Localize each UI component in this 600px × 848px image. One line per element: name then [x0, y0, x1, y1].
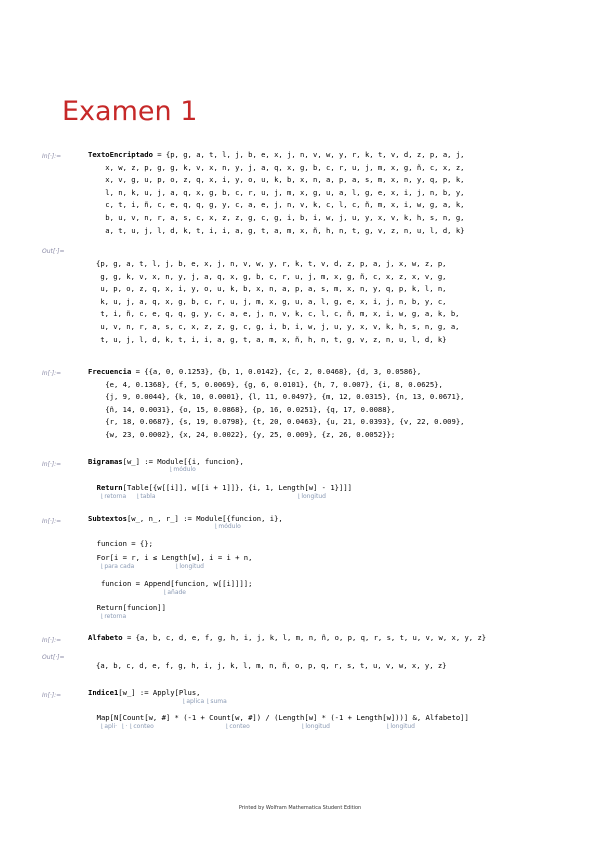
cell-code: = {a, b, c, d, e, f, g, h, i, j, k, l, m, n, ñ, o, p, q, r, s, t, u, v, w, x, y, z} — [122, 633, 487, 642]
input-label: In[·]:= — [42, 692, 62, 699]
symbol-name: Frecuencia — [88, 367, 132, 376]
autocomplete-hint: ⌊ longitud — [302, 723, 330, 730]
cell-code[interactable]: Map[N[Count[w, #] * (-1 + Count[w, #]) / (Length[w] * (-1 + Length[w]))] &, Alfabeto]] — [88, 713, 469, 722]
input-cell-bigramas[interactable] — [88, 456, 538, 469]
symbol-name: TextoEncriptado — [88, 150, 153, 159]
input-cell-texto-encriptado[interactable] — [88, 149, 538, 237]
output-label: Out[·]= — [42, 248, 65, 255]
autocomplete-hint: ⌊ longitud — [298, 493, 326, 500]
cell-code: [Table[{w[[i]], w[[i + 1]]}, {i, 1, Length[w] - 1}]]] — [122, 483, 352, 492]
cell-code: [w_, n_, r_] := Module[{funcion, i}, — [126, 514, 283, 523]
autocomplete-hint: ⌊ aplica — [183, 698, 204, 705]
cell-code[interactable]: funcion = Append[funcion, w[[i]]]]; — [88, 579, 253, 588]
symbol-name: Bigramas — [88, 457, 123, 466]
cell-code: = {p, g, a, t, l, j, b, e, x, j, n, v, w, y, r, k, t, v, d, z, p, a, j, x, w, z, p, g, g, k, v, x, n, y, j, a, q, x, g, b, c, r, u, j, m, x, g, ñ, c, x, z, x, v, g, u, p, o, z, q, x, i, y, o, u, k, b, x, n, a, p, a, s, m, x, n, y, q, p, k, l, n, k, u, j, a, q, x, g, b, c, r, u, j, m, x, g, u, a, l, g, e, x, i, j, n, b, y, c, t, i, ñ, c, e, q, q, g, y, c, a, e, j, n, v, k, c, l, c, ñ, m, x, i, w, g, a, k, b, u, v, n, r, a, s, c, x, z, z, g, c, g, i, b, i, w, j, u, y, x, v, k, h, s, n, g, a, t, u, j, l, d, k, t, i, i, a, g, t, a, m, x, ñ, h, n, t, g, v, z, n, u, l, d, k} — [105, 150, 465, 235]
autocomplete-hint: ⌊ conteo — [130, 723, 154, 730]
cell-code: = {{a, 0, 0.1253}, {b, 1, 0.0142}, {c, 2, 0.0468}, {d, 3, 0.0586}, {e, 4, 0.1368}, {f, 5, 0.0069}, {g, 6, 0.0101}, {h, 7, 0.007}, {i, 8, 0.0625}, {j, 9, 0.0044}, {k, 10, 0.0001}, {l, 11, 0.0497}, {m, 12, 0.0315}, {n, 13, 0.0671}, {ñ, 14, 0.0031}, {o, 15, 0.0868}, {p, 16, 0.0251}, {q, 17, 0.0088}, {r, 18, 0.0687}, {s, 19, 0.0798}, {t, 20, 0.0463}, {u, 21, 0.0393}, {v, 22, 0.009}, {w, 23, 0.0002}, {x, 24, 0.0022}, {y, 25, 0.009}, {z, 26, 0.0052}}; — [105, 367, 465, 439]
symbol-name: Return — [88, 483, 123, 492]
output-cell-texto-encriptado[interactable]: {p, g, a, t, l, j, b, e, x, j, n, v, w, y, r, k, t, v, d, z, p, a, j, x, w, z, p, g, g, k, v, x, n, y, j, a, q, x, g, b, c, r, u, j, m, x, g, ñ, c, x, z, x, v, g, u, p, o, z, q, x, i, y, o, u, k, b, x, n, a, p, a, s, m, x, n, y, q, p, k, l, n, k, u, j, a, q, x, g, b, c, r, u, j, m, x, g, u, a, l, g, e, x, i, j, n, b, y, c, t, i, ñ, c, e, q, q, g, y, c, a, e, j, n, v, k, c, l, c, ñ, m, x, i, w, g, a, k, b, u, v, n, r, a, s, c, x, z, z, g, c, g, i, b, i, w, j, u, y, x, v, k, h, s, n, g, a, t, u, j, l, d, k, t, i, i, a, g, t, a, m, x, ñ, h, n, t, g, v, z, n, u, l, d, k} — [96, 259, 460, 344]
autocomplete-hint: ⌊ para cada — [101, 563, 134, 570]
input-cell-indice1[interactable] — [88, 687, 538, 700]
autocomplete-hint: ⌊ módulo — [215, 523, 241, 530]
input-label: In[·]:= — [42, 637, 62, 644]
symbol-name: Subtextos — [88, 514, 127, 523]
symbol-name: Indice1 — [88, 688, 119, 697]
output-cell-alfabeto[interactable]: {a, b, c, d, e, f, g, h, i, j, k, l, m, n, ñ, o, p, q, r, s, t, u, v, w, x, y, z} — [96, 661, 447, 670]
autocomplete-hint: ⌊ apli· — [101, 723, 117, 730]
autocomplete-hint: ⌊ suma — [207, 698, 227, 705]
cell-code: [w_] := Apply[Plus, — [118, 688, 201, 697]
autocomplete-hint: ⌊ módulo — [170, 466, 196, 473]
input-label: In[·]:= — [42, 370, 62, 377]
autocomplete-hint: ⌊ añade — [164, 589, 186, 596]
notebook-title: Examen 1 — [62, 96, 198, 127]
autocomplete-hint: ⌊ conteo — [226, 723, 250, 730]
input-label: In[·]:= — [42, 518, 62, 525]
autocomplete-hint: ⌊ · — [122, 723, 127, 730]
input-label: In[·]:= — [42, 153, 62, 160]
cell-code[interactable]: For[i = r, i ≤ Length[w], i = i + n, — [88, 553, 253, 562]
input-cell-alfabeto[interactable] — [88, 632, 538, 645]
autocomplete-hint: ⌊ longitud — [176, 563, 204, 570]
input-cell-subtextos[interactable] — [88, 513, 538, 526]
input-label: In[·]:= — [42, 461, 62, 468]
autocomplete-hint: ⌊ longitud — [387, 723, 415, 730]
autocomplete-hint: ⌊ retorna — [101, 613, 126, 620]
input-cell-frecuencia[interactable] — [88, 366, 538, 442]
cell-code: [w_] := Module[{i, funcion}, — [122, 457, 244, 466]
output-label: Out[·]= — [42, 654, 65, 661]
cell-code[interactable]: Return[funcion]] — [88, 603, 166, 612]
cell-code[interactable]: funcion = {}; — [88, 539, 153, 548]
symbol-name: Alfabeto — [88, 633, 123, 642]
autocomplete-hint: ⌊ tabla — [137, 493, 156, 500]
autocomplete-hint: ⌊ retorna — [101, 493, 126, 500]
print-footer: Printed by Wolfram Mathematica Student Edition — [238, 805, 362, 811]
